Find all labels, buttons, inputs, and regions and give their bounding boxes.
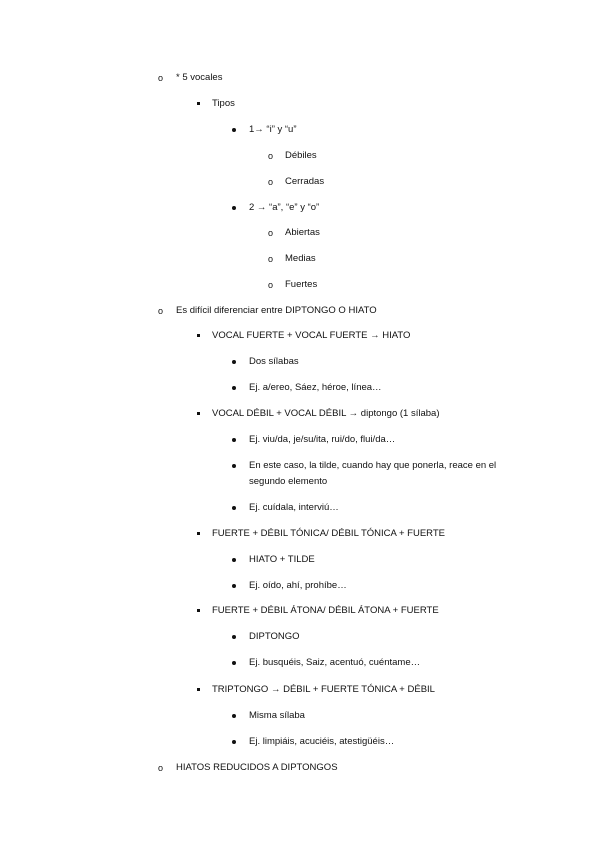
list-item: Es difícil diferenciar entre DIPTONGO O HIATO: [176, 305, 377, 316]
list-item: Medias: [285, 253, 316, 264]
bullet-circle: o: [268, 254, 274, 264]
bullet-dot: [232, 464, 236, 468]
bullet-square: [197, 102, 200, 105]
list-item: Ej. oído, ahí, prohíbe…: [249, 580, 347, 591]
list-item: Ej. limpiáis, acuciéis, atestigüéis…: [249, 736, 395, 747]
bullet-circle: o: [158, 763, 164, 773]
list-item: Misma sílaba: [249, 710, 305, 721]
bullet-square: [197, 688, 200, 691]
list-item: 1→ “i” y “u”: [249, 124, 297, 135]
list-item: 2 → “a”, “e” y “o”: [249, 202, 320, 213]
list-item: HIATO + TILDE: [249, 554, 315, 565]
list-item: FUERTE + DÉBIL TÓNICA/ DÉBIL TÓNICA + FUERTE: [212, 528, 445, 539]
list-item: FUERTE + DÉBIL ÁTONA/ DÉBIL ÁTONA + FUERTE: [212, 605, 439, 616]
bullet-dot: [232, 506, 236, 510]
bullet-circle: o: [268, 280, 274, 290]
bullet-dot: [232, 584, 236, 588]
list-item: Abiertas: [285, 227, 320, 238]
bullet-circle: o: [268, 151, 274, 161]
list-item-continuation: segundo elemento: [249, 476, 328, 487]
bullet-dot: [232, 438, 236, 442]
bullet-square: [197, 532, 200, 535]
bullet-dot: [232, 661, 236, 665]
list-item: Ej. a/ereo, Sáez, héroe, línea…: [249, 382, 382, 393]
bullet-circle: o: [268, 177, 274, 187]
list-item: VOCAL DÉBIL + VOCAL DÉBIL → diptongo (1 sílaba): [212, 408, 440, 419]
bullet-square: [197, 609, 200, 612]
bullet-dot: [232, 386, 236, 390]
list-item: Ej. viu/da, je/su/ita, rui/do, flui/da…: [249, 434, 396, 445]
list-item: Fuertes: [285, 279, 318, 290]
list-item: * 5 vocales: [176, 72, 223, 83]
list-item: HIATOS REDUCIDOS A DIPTONGOS: [176, 762, 338, 773]
bullet-square: [197, 412, 200, 415]
bullet-dot: [232, 740, 236, 744]
bullet-dot: [232, 635, 236, 639]
bullet-dot: [232, 206, 236, 210]
bullet-dot: [232, 360, 236, 364]
list-item: TRIPTONGO → DÉBIL + FUERTE TÓNICA + DÉBIL: [212, 684, 435, 695]
list-item: Dos sílabas: [249, 356, 299, 367]
list-item: Ej. busquéis, Saiz, acentuó, cuéntame…: [249, 657, 421, 668]
bullet-circle: o: [158, 73, 164, 83]
list-item: Cerradas: [285, 176, 325, 187]
bullet-circle: o: [268, 228, 274, 238]
bullet-dot: [232, 714, 236, 718]
bullet-dot: [232, 558, 236, 562]
bullet-dot: [232, 128, 236, 132]
list-item: VOCAL FUERTE + VOCAL FUERTE → HIATO: [212, 330, 411, 341]
list-item: Ej. cuídala, interviú…: [249, 502, 339, 513]
bullet-square: [197, 334, 200, 337]
list-item: En este caso, la tilde, cuando hay que ponerla, reace en el: [249, 460, 497, 471]
list-item: DIPTONGO: [249, 631, 300, 642]
list-item: Débiles: [285, 150, 317, 161]
bullet-circle: o: [158, 306, 164, 316]
list-item: Tipos: [212, 98, 235, 109]
